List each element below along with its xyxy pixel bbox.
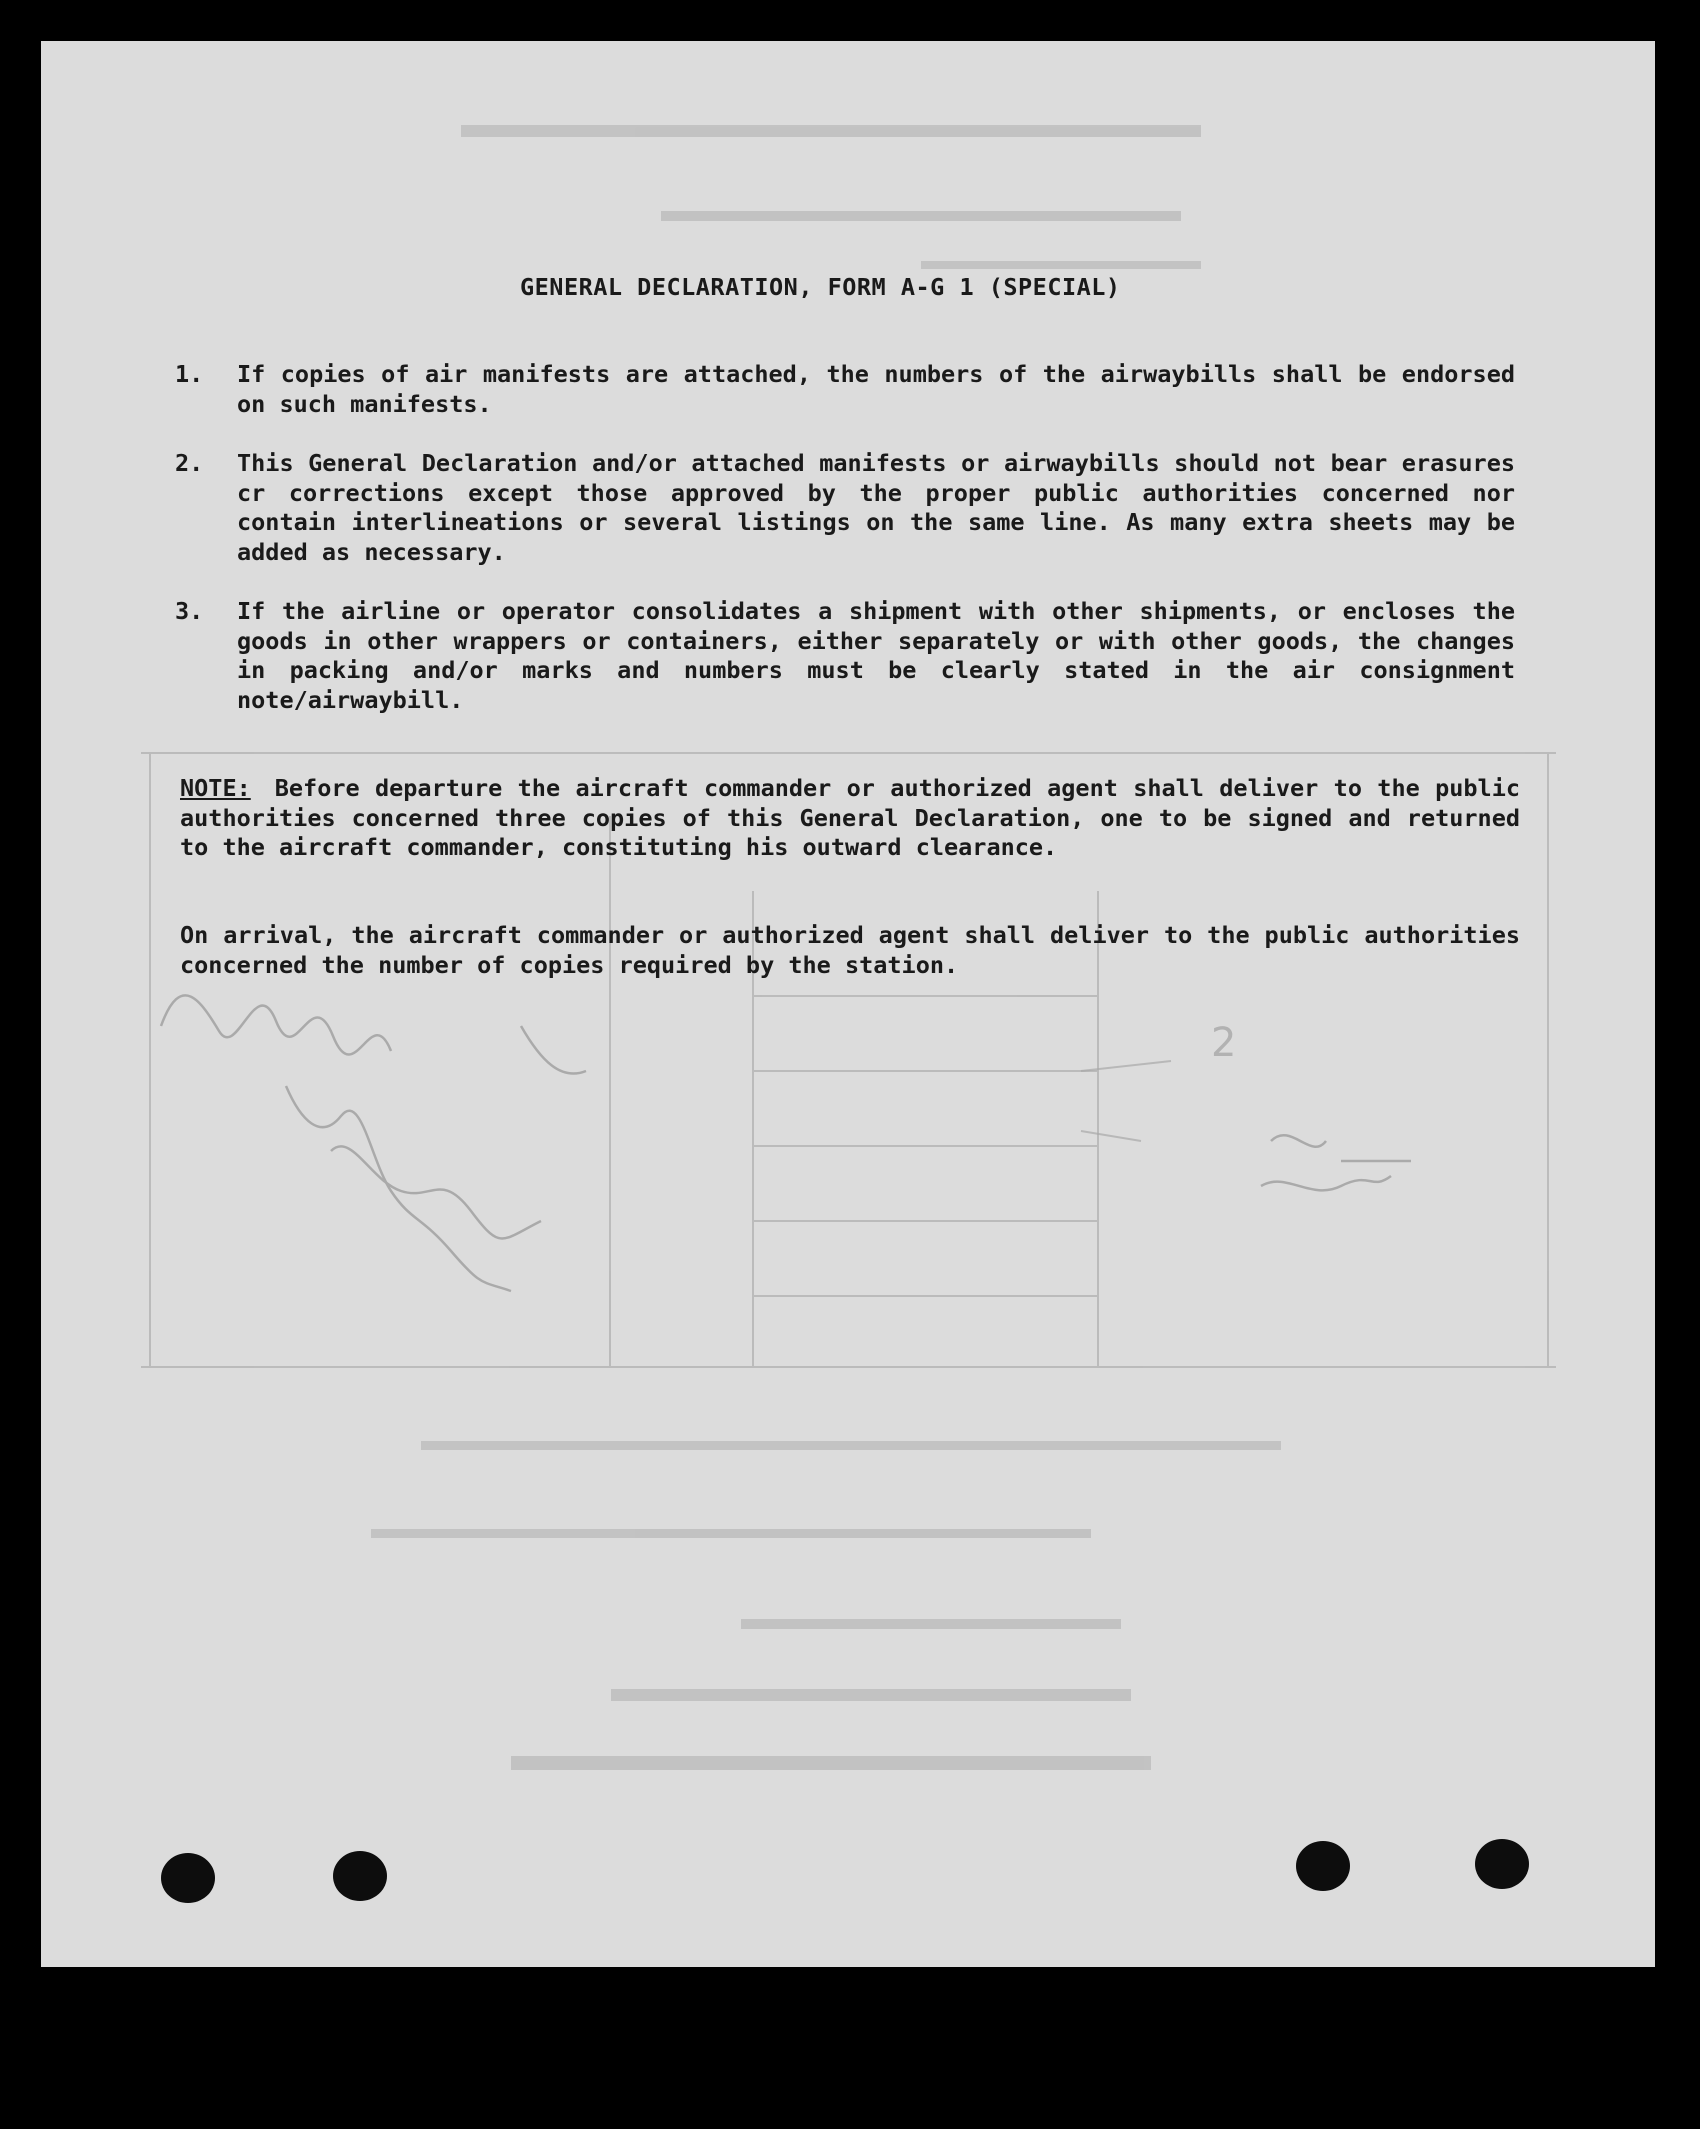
list-item-number: 2. xyxy=(175,449,204,477)
punch-hole xyxy=(1475,1839,1529,1889)
document-page xyxy=(41,41,1655,1967)
document-title: GENERAL DECLARATION, FORM A-G 1 (SPECIAL) xyxy=(520,273,1121,301)
arrival-paragraph: On arrival, the aircraft commander or authorized agent shall deliver to the public authorities concerned the number of copies required by the station. xyxy=(180,921,1520,979)
note-paragraph xyxy=(180,774,1520,863)
document-body xyxy=(41,41,1655,1967)
svg-text:2: 2 xyxy=(1211,1020,1237,1066)
note-text: Before departure the aircraft commander or authorized agent shall deliver to the public authorities concerned three copies of this General Declaration, one to be signed and returned to the aircraft commander, constituting his outward clearance. xyxy=(180,774,1520,861)
list-item-text: This General Declaration and/or attached manifests or airwaybills should not bear erasures cr corrections except those approved by the proper public authorities concerned nor contain interlineations or several listings on the same line. As many extra sheets may be added as necessary. xyxy=(237,449,1515,566)
punch-hole xyxy=(333,1851,387,1901)
punch-hole xyxy=(1296,1841,1350,1891)
list-item-number: 1. xyxy=(175,360,204,388)
list-item-number: 3. xyxy=(175,597,204,625)
note-label: NOTE: xyxy=(180,774,251,802)
punch-hole xyxy=(161,1853,215,1903)
list-item-text: If the airline or operator consolidates a shipment with other shipments, or encloses the goods in other wrappers or containers, either separately or with other goods, the changes in packing and/or marks and numbers must be clearly stated in the air consignment note/airwaybill. xyxy=(237,597,1515,714)
list-item-text: If copies of air manifests are attached, the numbers of the airwaybills shall be endorsed on such manifests. xyxy=(237,360,1515,418)
